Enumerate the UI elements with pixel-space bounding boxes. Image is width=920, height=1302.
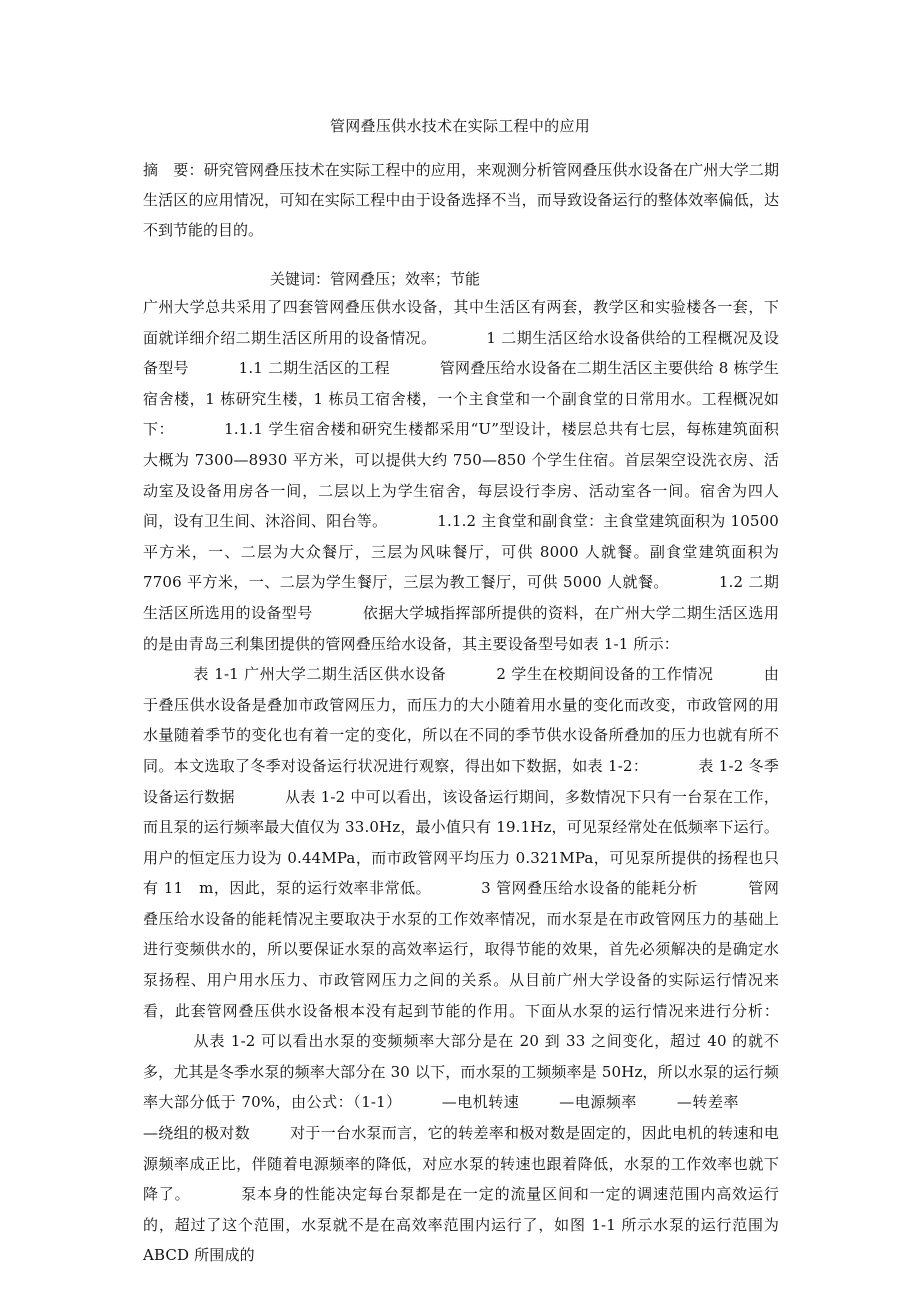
table-caption-1-2: 表 1-2 冬季设备运行数据 bbox=[143, 756, 779, 806]
body-text bbox=[143, 292, 779, 1271]
abstract-paragraph: 摘 要：研究管网叠压技术在实际工程中的应用，来观测分析管网叠压供水设备在广州大学二期生活区的应用情况，可知在实际工程中由于设备选择不当，而导致设备运行的整体效率偏低，达不到节能的目的。 bbox=[143, 161, 779, 239]
pump-range-text: 泵本身的性能决定每台泵都是在一定的流量区间和一定的调速范围内高效运行的，超过了这个范围，水泵就不是在高效率范围内运行了，如图 1-1 所示水泵的运行范围为 ABCD 所围成的 bbox=[143, 1185, 779, 1265]
formula-label: （1-1） bbox=[353, 1093, 402, 1112]
table-caption-1-1: 表 1-1 广州大学二期生活区供水设备 bbox=[193, 665, 447, 684]
section-1-1-1-text: 1.1.1 学生宿舍楼和研究生楼都采用“U”型设计，楼层总共有七层，每栋建筑面积大概为 7300—8930 平方米，可以提供大约 750—850 个学生住宿。首层架空设洗衣房、活动室及设备用房各一间，二层以上为学生宿舍，每层设行李房、活动室各一间。宿舍为四人间，设有卫生间、沐浴间、阳台等。 bbox=[143, 420, 779, 531]
section-heading-3: 3 管网叠压给水设备的能耗分析 bbox=[481, 879, 698, 898]
table-1-2-analysis: 从表 1-2 中可以看出，该设备运行期间，多数情况下只有一台泵在工作，而且泵的运行频率最大值仅为 33.0Hz，最小值只有 19.1Hz，可见泵经常处在低频率下运行。用户的恒定压力设为 0.44MPa，而市政管网平均压力 0.321MPa，可见泵所提供的扬程也只有 11 m，因此，泵的运行效率非常低。 bbox=[143, 787, 779, 898]
section-heading-1-1: 1.1 二期生活区的工程 bbox=[238, 359, 390, 378]
formula-term-power-frequency: —电源频率 bbox=[559, 1093, 637, 1112]
section-1-1-text: 管网叠压给水设备在二期生活区主要供给 8 栋学生宿舍楼，1 栋研究生楼，1 栋员工宿舍楼，一个主食堂和一个副食堂的日常用水。工程概况如下： bbox=[143, 359, 779, 439]
section-1-2-text: 依据大学城指挥部所提供的资料，在广州大学二期生活区选用的是由青岛三利集团提供的管网叠压给水设备，其主要设备型号如表 1-1 所示： bbox=[143, 603, 779, 653]
section-heading-2: 2 学生在校期间设备的工作情况 bbox=[496, 665, 714, 684]
document-title: 管网叠压供水技术在实际工程中的应用 bbox=[329, 117, 591, 135]
keywords-line: 关键词：管网叠压；效率；节能 bbox=[270, 270, 481, 288]
frequency-analysis-text: 从表 1-2 可以看出水泵的变频频率大部分是在 20 到 33 之间变化，超过 40 的就不多，尤其是冬季水泵的频率大部分在 30 以下，而水泵的工频频率是 50Hz，所以水泵的运行频率大部分低于 70%，由公式： bbox=[143, 1032, 779, 1112]
section-3-text: 管网叠压给水设备的能耗情况主要取决于水泵的工作效率情况，而水泵是在市政管网压力的基础上进行变频供水的，所以要保证水泵的高效率运行，取得节能的效果，首先必须解决的是确定水泵扬程、用户用水压力、市政管网压力之间的关系。从目前广州大学设备的实际运行情况来看，此套管网叠压供水设备根本没有起到节能的作用。下面从水泵的运行情况来进行分析： bbox=[143, 879, 779, 1020]
section-heading-1-2: 1.2 二期生活区所选用的设备型号 bbox=[143, 573, 779, 622]
pump-efficiency-text: 对于一台水泵而言，它的转差率和极对数是固定的，因此电机的转速和电源频率成正比，伴随着电源频率的降低，对应水泵的转速也跟着降低，水泵的工作效率也就下降了。 bbox=[143, 1124, 779, 1204]
formula-term-motor-speed: —电机转速 bbox=[441, 1093, 520, 1112]
formula-term-pole-pairs: —绕组的极对数 bbox=[143, 1124, 250, 1143]
formula-term-slip: —转差率 bbox=[676, 1093, 739, 1112]
intro-text: 广州大学总共采用了四套管网叠压供水设备，其中生活区有两套，教学区和实验楼各一套，下面就详细介绍二期生活区所用的设备情况。 bbox=[143, 298, 779, 347]
section-2-text: 由于叠压供水设备是叠加市政管网压力，而压力的大小随着用水量的变化而改变，市政管网的用水量随着季节的变化也有着一定的变化，所以在不同的季节供水设备所叠加的压力也就有所不同。本文选取了冬季对设备运行状况进行观察，得出如下数据，如表 1-2： bbox=[143, 665, 780, 775]
section-1-1-2-text: 1.1.2 主食堂和副食堂：主食堂建筑面积为 10500 平方米，一、二层为大众餐厅，三层为风味餐厅，可供 8000 人就餐。副食堂建筑面积为 7706 平方米，一、二层为学生餐厅，三层为教工餐厅，可供 5000 人就餐。 bbox=[143, 512, 780, 592]
section-heading-1: 1 二期生活区给水设备供给的工程概况及设备型号 bbox=[143, 328, 779, 378]
